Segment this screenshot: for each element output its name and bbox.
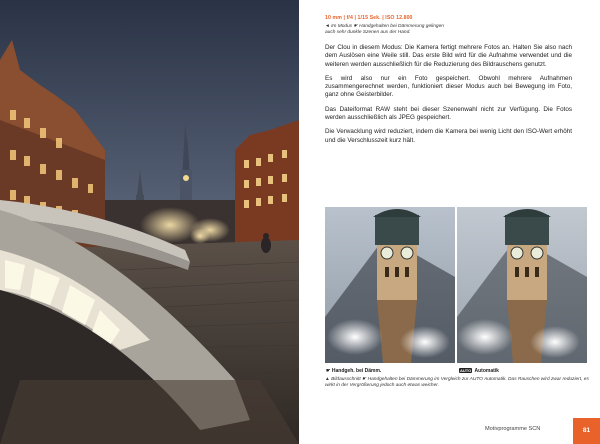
- page-number: 81: [573, 418, 600, 444]
- paragraph: Das Dateiformat RAW steht bei dieser Szenenwahl nicht zur Verfügung. Die Fotos werden ausschließlich als JPEG gespeichert.: [325, 105, 572, 122]
- paragraph: Der Clou in diesem Modus: Die Kamera fertigt mehrere Fotos an. Halten Sie also nach dem Auslösen eine Weile still. Das erste Bild wird für die Aufnahme verwendet und die weiteren werden ausschließlich für die Reduzierung des Bildrauschens genutzt.: [325, 44, 572, 68]
- photo-caption: ◄ Im Modus ☛ Handgehalten bei Dämmerung gelingen auch sehr dunkle Szenen aus der Hand.: [325, 24, 444, 36]
- paragraph: Es wird also nur ein Foto gespeichert. Obwohl mehrere Aufnahmen zusammengerechnet werden, funktioniert dieser Modus auch bei Bewegung im Foto, ganz ohne Geisterbilder.: [325, 74, 572, 99]
- paragraph: Die Verwacklung wird reduziert, indem die Kamera bei wenig Licht den ISO-Wert erhöht und die Verschlusszeit kurz hält.: [325, 128, 572, 144]
- body-text: [325, 44, 572, 151]
- comparison-image-auto: [457, 207, 587, 363]
- auto-mode-icon: AUTO: [460, 368, 472, 373]
- text-page: [299, 0, 600, 444]
- chapter-footer: Motivprogramme SCN: [485, 426, 541, 432]
- comparison-caption: ▲ Bildausschnitt ☛ Handgehalten bei Dämmerung im Vergleich zur AUTO Automatik. Das Rauschen wird zwar reduziert, es wirkt in der Vergrößerung jedoch auch etwas weicher.: [325, 377, 589, 389]
- label-auto-text: Automatik: [474, 368, 499, 374]
- label-auto: [459, 368, 499, 374]
- exif-meta: 10 mm | f/4 | 1/15 Sek. | ISO 12.800: [325, 15, 413, 21]
- label-handheld: ☛ Handgeh. bei Dämm.: [326, 368, 382, 374]
- night-city-photo: [0, 0, 299, 444]
- comparison-image-handheld: [325, 207, 455, 363]
